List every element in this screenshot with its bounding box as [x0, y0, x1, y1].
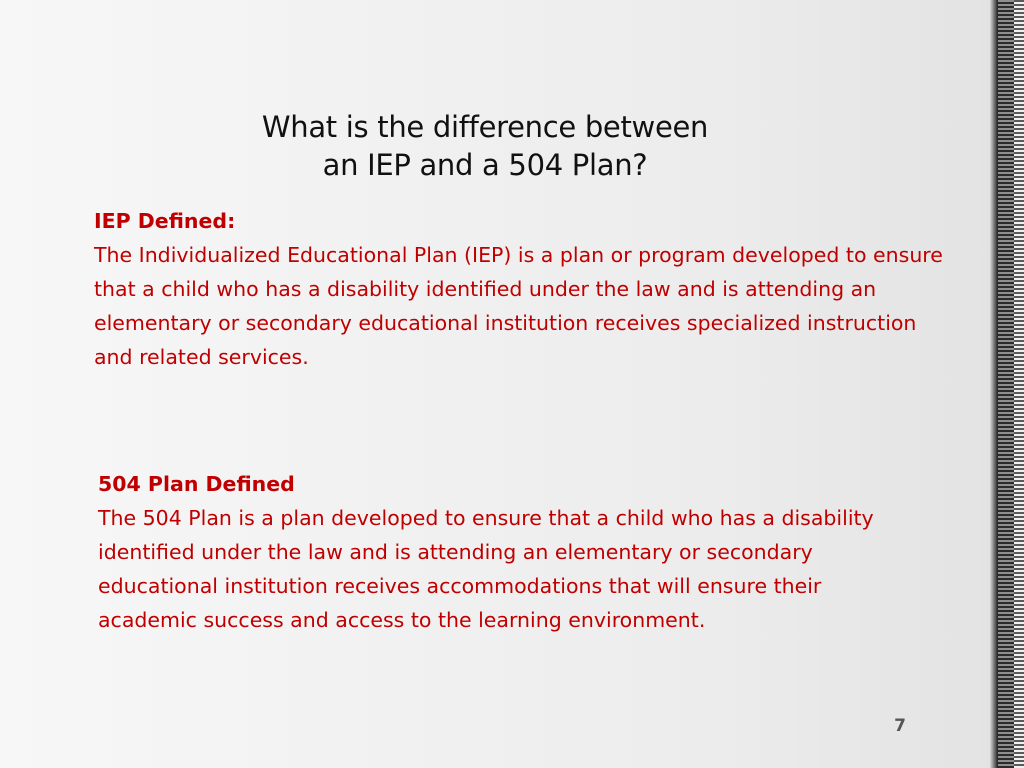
iep-definition-heading: IEP Defined: [94, 209, 236, 233]
page-number: 7 [894, 716, 906, 736]
decorative-side-border [990, 0, 1024, 768]
iep-definition-section [94, 204, 944, 374]
plan-504-definition-body: The 504 Plan is a plan developed to ensure that a child who has a disability identified under the law and is attending an elementary or secondary educational institution receives accommodations that will ensure their academic success and access to the learning environment. [98, 506, 874, 632]
slide-title-line-1: What is the difference between [261, 110, 709, 144]
plan-504-definition-heading: 504 Plan Defined [98, 472, 295, 496]
slide-title [180, 108, 790, 184]
slide-title-line-2: an IEP and a 504 Plan? [322, 148, 648, 182]
iep-definition-body: The Individualized Educational Plan (IEP) is a plan or program developed to ensure that a child who has a disability identified under the law and is attending an elementary or secondary educational institution receives specialized instruction and related services. [94, 243, 943, 369]
plan-504-definition-section [98, 467, 918, 637]
